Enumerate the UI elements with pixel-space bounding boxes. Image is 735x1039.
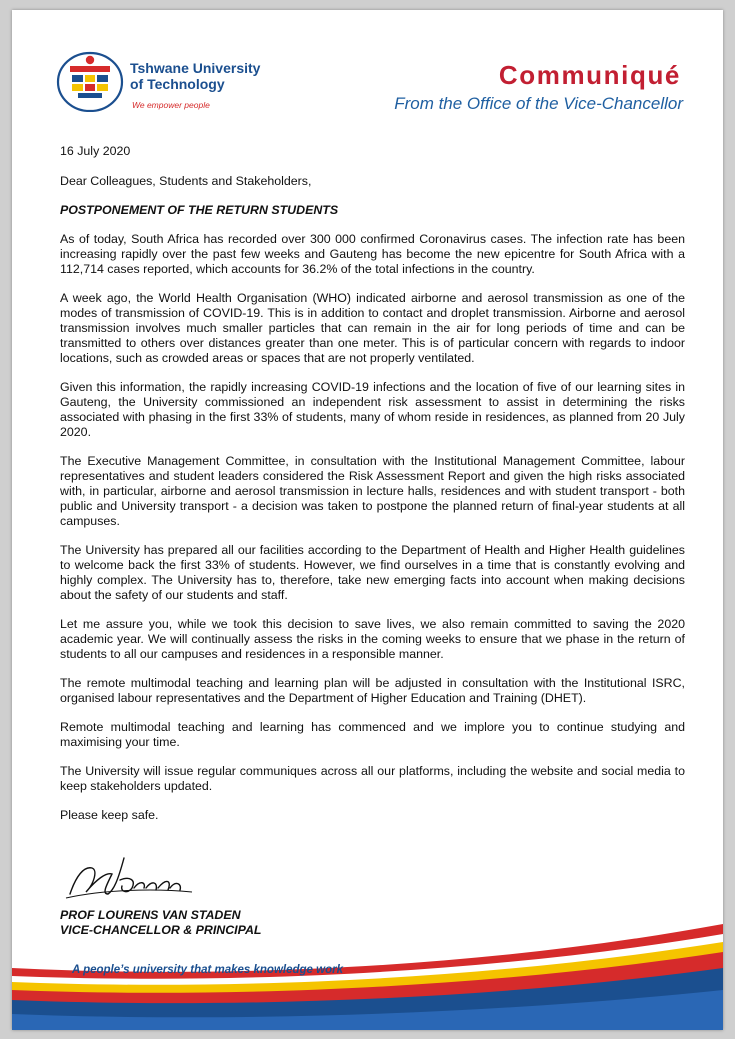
letter-heading: POSTPONEMENT OF THE RETURN STUDENTS	[60, 203, 339, 217]
paragraph: Let me assure you, while we took this decision to save lives, we also remain committed to saving the 2020 academic year. We will continually assess the risks in the coming weeks to ensure that we phase in the return of students to all our campuses and residences in a responsible manner.	[60, 617, 685, 661]
signature-icon	[62, 850, 212, 910]
paragraph: The Executive Management Committee, in consultation with the Institutional Management Committee, labour representatives and student leaders considered the Risk Assessment Report and given the high risks associated with, in particular, airborne and aerosol transmission in lecture halls, residences and with student transport - both public and University transport - a decision was taken to postpone the planned return of final-year students at all campuses.	[60, 454, 685, 528]
paragraph: The University will issue regular communiques across all our platforms, including the website and social media to keep stakeholders updated.	[60, 764, 685, 793]
university-name-line-1: Tshwane University	[130, 60, 261, 76]
letter-closing: Please keep safe.	[60, 808, 159, 822]
tut-logo-icon	[56, 48, 124, 112]
letter-date: 16 July 2020	[60, 144, 131, 158]
paragraph: Remote multimodal teaching and learning has commenced and we implore you to continue studying and maximising your time.	[60, 720, 685, 749]
university-tagline: We empower people	[132, 100, 210, 110]
paragraph: Given this information, the rapidly increasing COVID-19 infections and the location of five of our learning sites in Gauteng, the University commissioned an independent risk assessment to assist in determining the risks associated with phasing in the first 33% of students, many of whom reside in residences, as planned from 20 July 2020.	[60, 380, 685, 439]
paragraph: The remote multimodal teaching and learning plan will be adjusted in consultation with the Institutional ISRC, organised labour representatives and the Department of Higher Education and Training (DHET).	[60, 676, 685, 705]
communique-subtitle: From the Office of the Vice-Chancellor	[394, 94, 683, 113]
paragraph: As of today, South Africa has recorded over 300 000 confirmed Coronavirus cases. The infection rate has been increasing rapidly over the past few weeks and Gauteng has become the new epicentre for South Africa with a 112,714 cases reported, which accounts for 36.2% of the total infections in the country.	[60, 232, 685, 276]
letter-salutation: Dear Colleagues, Students and Stakeholders,	[60, 174, 312, 188]
university-name	[130, 60, 260, 92]
signatory-title: VICE-CHANCELLOR & PRINCIPAL	[60, 923, 262, 937]
paragraph: The University has prepared all our facilities according to the Department of Health and Higher Health guidelines to welcome back the first 33% of students. However, we find ourselves in a time that is constantly evolving and highly complex. The University has to, therefore, take new emerging facts into account when making decisions about the safety of our students and staff.	[60, 543, 685, 602]
university-name-line-2: of Technology	[130, 76, 225, 92]
letter-body	[60, 144, 685, 837]
paragraph: A week ago, the World Health Organisation (WHO) indicated airborne and aerosol transmission as one of the modes of transmission of COVID-19. This is in addition to contact and droplet transmission. Airborne and aerosol transmission involves much smaller particles that can remain in the air for long periods of time and can be transmitted to others over distances greater than one meter. This is of particular concern with regards to indoor locations, such as crowded areas or spaces that are not properly ventilated.	[60, 291, 685, 365]
signatory-name: PROF LOURENS VAN STADEN	[60, 908, 241, 922]
footer-slogan: A people’s university that makes knowledge work	[72, 964, 343, 976]
communique-title: Communiqué	[498, 60, 681, 90]
letter-page	[12, 10, 723, 1030]
